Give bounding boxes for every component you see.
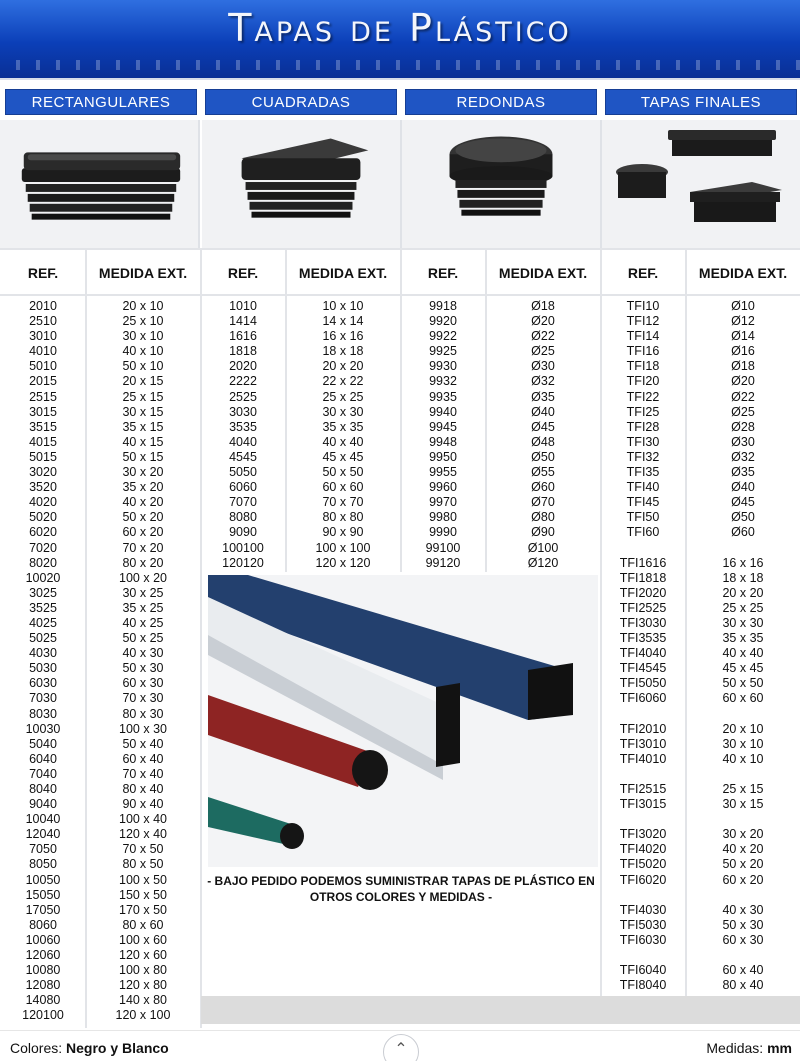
list-item: 25 x 15 [722, 782, 764, 796]
list-item: 120 x 100 [115, 1008, 171, 1023]
list-item: 9990 [429, 525, 457, 540]
list-item: 60 x 40 [122, 751, 164, 766]
list-item: 40 x 10 [722, 751, 764, 766]
list-item: 9970 [429, 495, 457, 510]
list-item: 20 x 20 [722, 585, 764, 600]
list-item: 3030 [229, 404, 257, 419]
list-item: TFI3015 [619, 797, 667, 812]
list-item: 50 x 50 [722, 676, 764, 691]
list-item: TFI5020 [619, 857, 667, 872]
list-item: 120100 [22, 1008, 64, 1023]
list-item: 4020 [29, 495, 57, 510]
list-item: 3025 [29, 585, 57, 600]
list-item: 30 x 10 [722, 736, 764, 751]
list-item: TFI8040 [619, 978, 667, 993]
list-item: 22 x 22 [322, 374, 364, 389]
category-tapas-finales: TAPAS FINALES [605, 89, 797, 115]
list-item: 1414 [229, 314, 257, 329]
list-item: TFI3030 [619, 615, 667, 630]
list-item: 30 x 10 [122, 329, 164, 344]
list-item: 60 x 30 [722, 932, 764, 947]
list-item: TFI2515 [619, 782, 667, 796]
list-item: 30 x 15 [122, 404, 164, 419]
list-item: 9925 [429, 344, 457, 359]
list-item: 100100 [222, 540, 264, 555]
list-item: TFI4030 [619, 902, 667, 917]
list-item: 80 x 40 [722, 978, 764, 993]
list-item: 30 x 30 [322, 404, 364, 419]
list-item: 8080 [229, 510, 257, 525]
list-item: TFI5050 [619, 676, 667, 691]
list-item: Ø32 [531, 374, 555, 389]
list-item: 25 x 25 [722, 600, 764, 615]
list-item: 40 x 30 [122, 646, 164, 661]
list-item: 4025 [29, 615, 57, 630]
list-item: Ø32 [731, 449, 755, 464]
list-item: Ø60 [731, 525, 755, 540]
list-item: 60 x 40 [722, 963, 764, 978]
list-item: 60 x 20 [722, 872, 764, 887]
list-item: Ø16 [731, 344, 755, 359]
list-item: 10020 [25, 570, 61, 585]
list-item: 8040 [29, 782, 57, 796]
fin-medida-list [686, 299, 800, 993]
list-item [686, 541, 800, 556]
list-item: 40 x 30 [722, 902, 764, 917]
category-redondas: REDONDAS [405, 89, 597, 115]
title-banner [0, 0, 800, 80]
list-item: TFI10 [626, 299, 660, 313]
list-item: Ø18 [531, 299, 555, 313]
list-item: 18 x 18 [322, 344, 364, 359]
list-item: Ø30 [731, 434, 755, 449]
list-item [686, 767, 800, 782]
list-item: Ø28 [731, 419, 755, 434]
list-item: 9090 [229, 525, 257, 540]
colores-label: Colores: [10, 1040, 63, 1056]
list-item: 170 x 50 [119, 902, 167, 917]
list-item: Ø20 [531, 314, 555, 329]
list-item: 99100 [425, 540, 461, 555]
list-item: 9918 [429, 299, 457, 313]
list-item: 5040 [29, 736, 57, 751]
list-item: 9920 [429, 314, 457, 329]
list-item: 9980 [429, 510, 457, 525]
list-item: 10 x 10 [322, 299, 364, 313]
list-item: 3015 [29, 404, 57, 419]
list-item: 9930 [429, 359, 457, 374]
list-item: TFI6040 [619, 963, 667, 978]
header-ref-fin: REF. [600, 248, 686, 296]
list-item: 20 x 20 [322, 359, 364, 374]
list-item: 60 x 20 [122, 525, 164, 540]
list-item: 10080 [25, 963, 61, 978]
list-item: 3525 [29, 600, 57, 615]
list-item: 100 x 60 [119, 932, 167, 947]
list-item: 90 x 40 [122, 797, 164, 812]
list-item [600, 888, 686, 903]
list-item: 2525 [229, 389, 257, 404]
list-item: TFI1818 [619, 570, 667, 585]
list-item: 50 x 40 [122, 736, 164, 751]
list-item: 3535 [229, 419, 257, 434]
list-item: 25 x 25 [322, 389, 364, 404]
list-item: 6060 [229, 480, 257, 495]
list-item: TFI6060 [619, 691, 667, 706]
header-ref-rect: REF. [0, 248, 86, 296]
list-item: TFI30 [626, 434, 660, 449]
list-item: 7020 [29, 540, 57, 555]
list-item: 30 x 15 [722, 797, 764, 812]
list-item: 9040 [29, 797, 57, 812]
list-item: 35 x 35 [322, 419, 364, 434]
list-item: 25 x 10 [122, 314, 164, 329]
list-item [686, 707, 800, 722]
list-item: TFI4010 [619, 751, 667, 766]
list-item: 60 x 60 [322, 480, 364, 495]
list-item: TFI50 [626, 510, 660, 525]
list-item: Ø70 [531, 495, 555, 510]
list-item: Ø25 [731, 404, 755, 419]
list-item: 9960 [429, 480, 457, 495]
list-item: 50 x 25 [122, 631, 164, 646]
list-item: 7040 [29, 766, 57, 781]
list-item: 50 x 15 [122, 449, 164, 464]
list-item: 16 x 16 [722, 555, 764, 570]
list-item: 45 x 45 [322, 449, 364, 464]
list-item: 9940 [429, 404, 457, 419]
list-item: 2515 [29, 389, 57, 404]
list-item: 70 x 40 [122, 766, 164, 781]
list-item: 4010 [29, 344, 57, 359]
list-item: Ø50 [531, 449, 555, 464]
list-item: 70 x 50 [122, 842, 164, 857]
list-item: 50 x 30 [722, 917, 764, 932]
list-item: 80 x 40 [122, 782, 164, 796]
list-item [600, 541, 686, 556]
footer [0, 1030, 800, 1061]
list-item: 15050 [25, 887, 61, 902]
list-item: 12060 [25, 948, 61, 963]
list-item: 3520 [29, 480, 57, 495]
list-item: 7030 [29, 691, 57, 706]
list-item: 4015 [29, 434, 57, 449]
list-item: 9932 [429, 374, 457, 389]
list-item: 9945 [429, 419, 457, 434]
list-item [600, 707, 686, 722]
profiles-photo [208, 575, 598, 867]
list-item: 6030 [29, 676, 57, 691]
list-item: 10040 [25, 812, 61, 827]
list-item: 35 x 20 [122, 480, 164, 495]
medidas-value: mm [767, 1040, 792, 1056]
list-item: 2020 [229, 359, 257, 374]
list-item: 9948 [429, 434, 457, 449]
list-item: 45 x 45 [722, 661, 764, 676]
banner-stripe [0, 60, 800, 70]
list-item: 99120 [425, 555, 461, 570]
colores-info [10, 1040, 169, 1056]
header-medida-rect: MEDIDA EXT. [86, 248, 200, 296]
list-item: Ø55 [531, 465, 555, 480]
list-item: 30 x 20 [722, 827, 764, 842]
list-item: 70 x 70 [322, 495, 364, 510]
list-item: 12040 [25, 827, 61, 842]
list-item: TFI6020 [619, 872, 667, 887]
list-item: 50 x 50 [322, 465, 364, 480]
list-item: 16 x 16 [322, 329, 364, 344]
list-item: 120 x 120 [315, 555, 371, 570]
list-item: 35 x 35 [722, 631, 764, 646]
list-item: 8060 [29, 917, 57, 932]
rect-medida-list [86, 299, 200, 1024]
list-item: TFI18 [626, 359, 660, 374]
list-item: 20 x 10 [122, 299, 164, 313]
list-item: 40 x 25 [122, 615, 164, 630]
list-item: 40 x 20 [122, 495, 164, 510]
medidas-info [706, 1040, 792, 1056]
list-item: 50 x 20 [722, 857, 764, 872]
list-item: TFI4545 [619, 661, 667, 676]
list-item: 3020 [29, 465, 57, 480]
list-item: 1818 [229, 344, 257, 359]
list-item: 50 x 20 [122, 510, 164, 525]
list-item: 20 x 15 [122, 374, 164, 389]
list-item: Ø22 [731, 389, 755, 404]
list-item: 50 x 30 [122, 661, 164, 676]
header-medida-fin: MEDIDA EXT. [686, 248, 800, 296]
list-item: 80 x 60 [122, 917, 164, 932]
list-item: 5020 [29, 510, 57, 525]
list-item: TFI20 [626, 374, 660, 389]
list-item: 70 x 20 [122, 540, 164, 555]
list-item: TFI4040 [619, 646, 667, 661]
list-item: 70 x 30 [122, 691, 164, 706]
list-item: Ø25 [531, 344, 555, 359]
list-item: TFI35 [626, 465, 660, 480]
list-item: 140 x 80 [119, 993, 167, 1008]
list-item: 9950 [429, 449, 457, 464]
custom-order-note: - BAJO PEDIDO PODEMOS SUMINISTRAR TAPAS DE PLÁSTICO EN OTROS COLORES Y MEDIDAS - [207, 874, 595, 904]
list-item: 2510 [29, 314, 57, 329]
list-item: Ø45 [731, 495, 755, 510]
list-item: 8030 [29, 706, 57, 721]
list-item: 35 x 15 [122, 419, 164, 434]
end-caps-photo [602, 120, 800, 248]
list-item: TFI16 [626, 344, 660, 359]
page-title: Tapas de Plástico [228, 6, 572, 50]
list-item: 60 x 60 [722, 691, 764, 706]
list-item: Ø20 [731, 374, 755, 389]
list-item: 80 x 20 [122, 555, 164, 570]
list-item: 3515 [29, 419, 57, 434]
list-item: 100 x 80 [119, 963, 167, 978]
list-item: 6020 [29, 525, 57, 540]
list-item: TFI28 [626, 419, 660, 434]
list-item: 4030 [29, 646, 57, 661]
list-item: Ø50 [731, 510, 755, 525]
list-item: TFI2010 [619, 721, 667, 736]
colores-value: Negro y Blanco [66, 1040, 169, 1056]
medidas-label: Medidas: [706, 1040, 764, 1056]
list-item: Ø45 [531, 419, 555, 434]
category-cuadradas: CUADRADAS [205, 89, 397, 115]
table-bottom-band [201, 996, 800, 1024]
list-item: 40 x 40 [322, 434, 364, 449]
list-item: 90 x 90 [322, 525, 364, 540]
red-medida-list [486, 299, 600, 571]
list-item: 14 x 14 [322, 314, 364, 329]
list-item: 6040 [29, 751, 57, 766]
list-item: 8020 [29, 555, 57, 570]
list-item: TFI25 [626, 404, 660, 419]
list-item: Ø18 [731, 359, 755, 374]
list-item: Ø12 [731, 314, 755, 329]
list-item: 35 x 25 [122, 600, 164, 615]
chevron-up-icon[interactable]: ⌃ [383, 1034, 419, 1061]
list-item: 2015 [29, 374, 57, 389]
round-cap-photo [402, 120, 602, 248]
list-item: 20 x 10 [722, 721, 764, 736]
list-item: TFI12 [626, 314, 660, 329]
list-item: 1010 [229, 299, 257, 313]
list-item [686, 812, 800, 827]
list-item: 100 x 20 [119, 570, 167, 585]
list-item: TFI5030 [619, 917, 667, 932]
cuad-medida-list [286, 299, 400, 571]
list-item: 120120 [222, 555, 264, 570]
list-item: 10060 [25, 932, 61, 947]
list-item: 1616 [229, 329, 257, 344]
list-item: 80 x 80 [322, 510, 364, 525]
list-item: TFI22 [626, 389, 660, 404]
list-item: 14080 [25, 993, 61, 1008]
cuad-ref-list [200, 299, 286, 571]
list-item: TFI3010 [619, 736, 667, 751]
list-item: Ø80 [531, 510, 555, 525]
list-item [600, 948, 686, 963]
list-item [600, 812, 686, 827]
list-item: 18 x 18 [722, 570, 764, 585]
list-item: Ø30 [531, 359, 555, 374]
list-item: Ø40 [731, 480, 755, 495]
list-item: 7070 [229, 495, 257, 510]
list-item: 5050 [229, 465, 257, 480]
list-item: TFI3535 [619, 631, 667, 646]
list-item: Ø10 [731, 299, 755, 313]
list-item: 8050 [29, 857, 57, 872]
list-item: Ø48 [531, 434, 555, 449]
list-item: 12080 [25, 978, 61, 993]
list-item: Ø100 [527, 540, 559, 555]
list-item: Ø14 [731, 329, 755, 344]
list-item: 50 x 10 [122, 359, 164, 374]
list-item: TFI14 [626, 329, 660, 344]
list-item: Ø35 [731, 465, 755, 480]
list-item: 7050 [29, 842, 57, 857]
list-item: 4040 [229, 434, 257, 449]
list-item: 5025 [29, 631, 57, 646]
list-item: Ø22 [531, 329, 555, 344]
list-item: TFI3020 [619, 827, 667, 842]
list-item: TFI6030 [619, 932, 667, 947]
list-item: 80 x 50 [122, 857, 164, 872]
list-item: 100 x 40 [119, 812, 167, 827]
list-item: 10050 [25, 872, 61, 887]
list-item: 4545 [229, 449, 257, 464]
list-item: 100 x 30 [119, 721, 167, 736]
list-item: TFI32 [626, 449, 660, 464]
fin-ref-list [600, 299, 686, 993]
list-item: 40 x 20 [722, 842, 764, 857]
list-item: 30 x 20 [122, 465, 164, 480]
list-item: TFI60 [626, 525, 660, 540]
list-item: 30 x 25 [122, 585, 164, 600]
list-item: 80 x 30 [122, 706, 164, 721]
list-item: 10030 [25, 721, 61, 736]
list-item: TFI40 [626, 480, 660, 495]
list-item: 3010 [29, 329, 57, 344]
list-item: TFI4020 [619, 842, 667, 857]
list-item: Ø35 [531, 389, 555, 404]
list-item [686, 948, 800, 963]
list-item: Ø90 [531, 525, 555, 540]
header-medida-cuad: MEDIDA EXT. [286, 248, 400, 296]
list-item: 150 x 50 [119, 887, 167, 902]
list-item: 100 x 100 [315, 540, 371, 555]
list-item: 120 x 80 [119, 978, 167, 993]
red-ref-list [400, 299, 486, 571]
list-item: 5030 [29, 661, 57, 676]
rect-ref-list [0, 299, 86, 1024]
header-ref-red: REF. [400, 248, 486, 296]
list-item: 9922 [429, 329, 457, 344]
list-item: 5015 [29, 449, 57, 464]
rectangular-cap-photo [0, 120, 200, 248]
list-item: 9955 [429, 465, 457, 480]
list-item: Ø40 [531, 404, 555, 419]
list-item: 30 x 30 [722, 615, 764, 630]
list-item: 2010 [29, 299, 57, 313]
list-item: 5010 [29, 359, 57, 374]
list-item: Ø60 [531, 480, 555, 495]
list-item: 120 x 60 [119, 948, 167, 963]
list-item: TFI2525 [619, 600, 667, 615]
square-cap-photo [202, 120, 402, 248]
list-item: 17050 [25, 902, 61, 917]
header-ref-cuad: REF. [200, 248, 286, 296]
list-item: 40 x 10 [122, 344, 164, 359]
list-item: TFI2020 [619, 585, 667, 600]
list-item: 60 x 30 [122, 676, 164, 691]
category-rectangulares: RECTANGULARES [5, 89, 197, 115]
list-item: Ø120 [527, 555, 559, 570]
list-item: 9935 [429, 389, 457, 404]
list-item [600, 767, 686, 782]
list-item: 25 x 15 [122, 389, 164, 404]
list-item: TFI45 [626, 495, 660, 510]
list-item: 120 x 40 [119, 827, 167, 842]
list-item [686, 888, 800, 903]
list-item: 100 x 50 [119, 872, 167, 887]
list-item: 40 x 15 [122, 434, 164, 449]
list-item: 40 x 40 [722, 646, 764, 661]
list-item: 2222 [229, 374, 257, 389]
header-medida-red: MEDIDA EXT. [486, 248, 600, 296]
list-item: TFI1616 [619, 555, 667, 570]
